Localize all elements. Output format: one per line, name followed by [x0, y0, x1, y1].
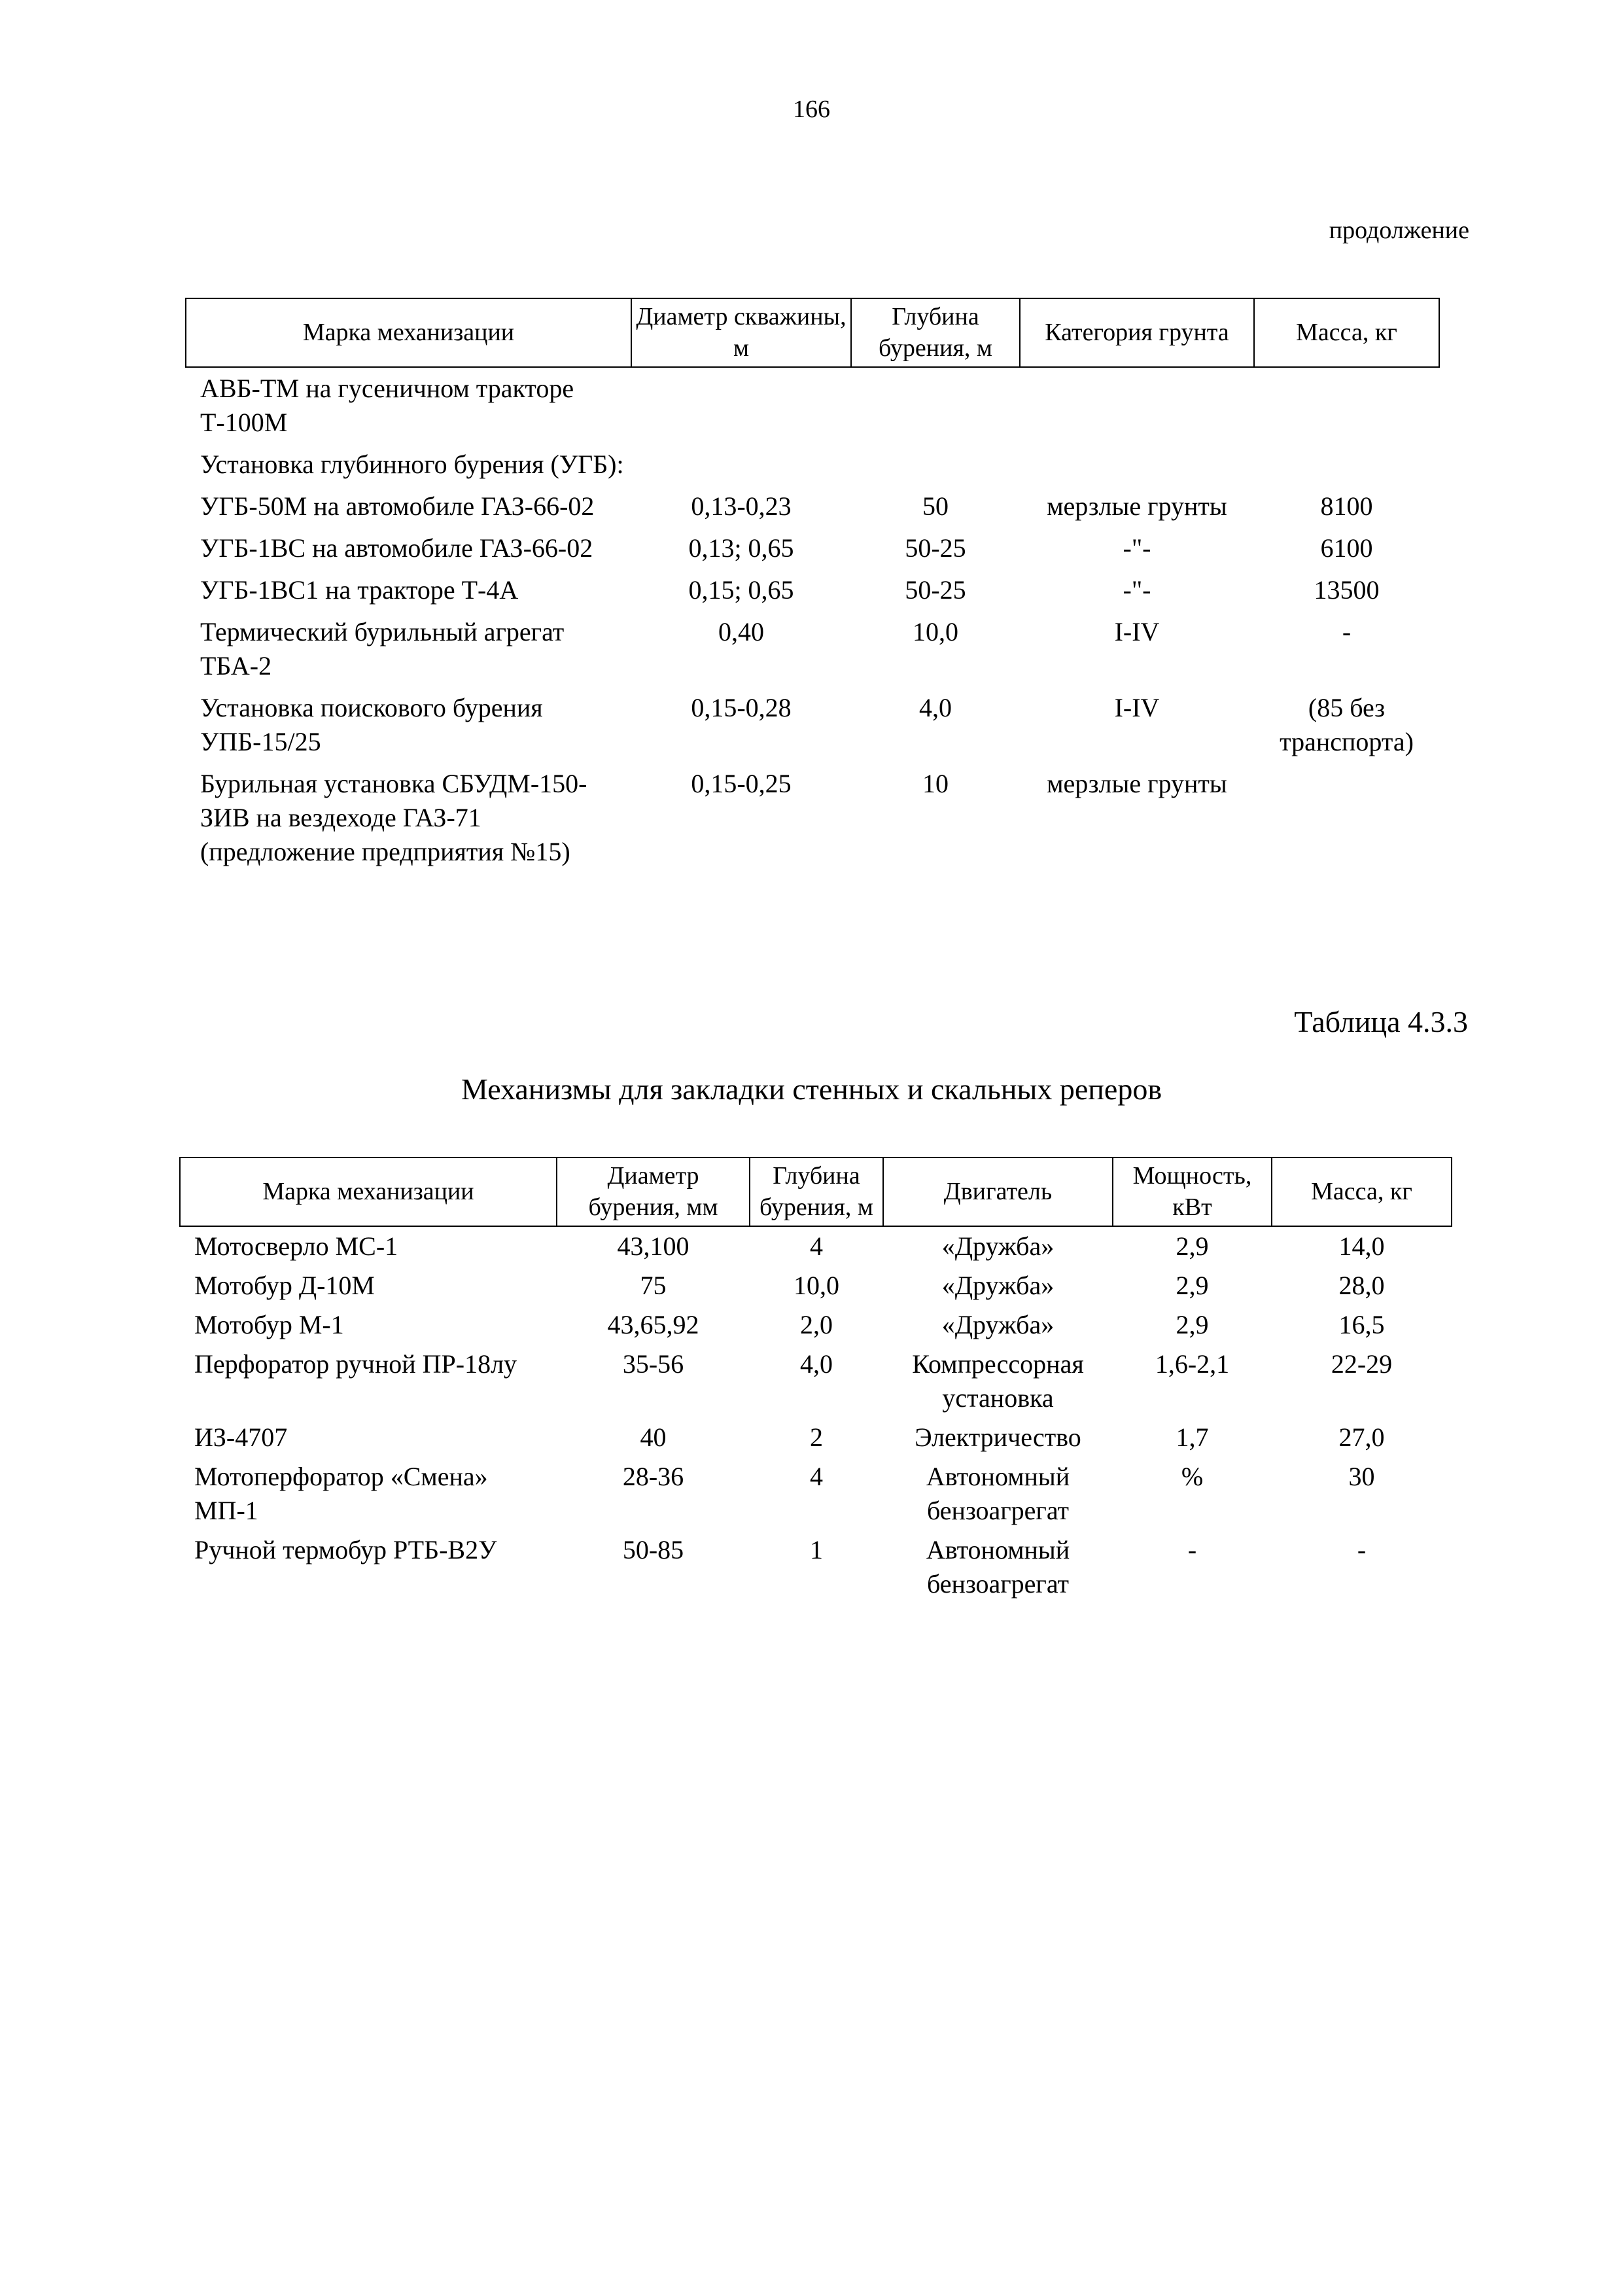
cell-category: мерзлые грунты — [1047, 491, 1227, 521]
cell-mass: 30 — [1348, 1462, 1375, 1491]
table-row — [186, 444, 1439, 486]
header-mass: Масса, кг — [1272, 1157, 1452, 1226]
header-drilling-depth: Глубина бурения, м — [851, 298, 1020, 367]
cell-diameter: 0,13-0,23 — [691, 491, 792, 521]
header-power: Мощность, кВт — [1113, 1157, 1272, 1226]
cell-power: 2,9 — [1176, 1271, 1209, 1300]
table-label: Таблица 4.3.3 — [1294, 1005, 1468, 1038]
table-row — [180, 1418, 1452, 1457]
cell-mass: 13500 — [1314, 575, 1380, 605]
cell-brand: ИЗ-4707 — [194, 1422, 288, 1452]
cell-engine: Компрессорная установка — [912, 1349, 1084, 1413]
table-row — [186, 763, 1439, 873]
benchmark-mechanisms-table — [179, 1157, 1452, 1604]
cell-mass: 8100 — [1320, 491, 1373, 521]
cell-mass — [1254, 444, 1439, 486]
table-row — [186, 569, 1439, 611]
cell-mass: - — [1342, 617, 1352, 646]
cell-brand: Бурильная установка СБУДМ-150-ЗИВ на вездеходе ГАЗ-71 (предложение предприятия №15) — [200, 769, 587, 866]
cell-category — [1020, 444, 1254, 486]
header-brand: Марка механизации — [180, 1157, 557, 1226]
cell-engine: «Дружба» — [941, 1231, 1055, 1261]
cell-power: - — [1187, 1535, 1197, 1564]
table-row — [180, 1226, 1452, 1266]
cell-brand: Установка глубинного бурения (УГБ): — [200, 450, 624, 479]
cell-mass: 28,0 — [1338, 1271, 1385, 1300]
table-row — [180, 1345, 1452, 1418]
cell-depth: 2 — [810, 1422, 823, 1452]
cell-engine: Электричество — [915, 1422, 1081, 1452]
cell-engine: «Дружба» — [941, 1271, 1055, 1300]
cell-depth: 1 — [810, 1535, 823, 1564]
cell-power: 2,9 — [1176, 1231, 1209, 1261]
cell-brand: Мотобур М-1 — [194, 1310, 344, 1339]
cell-brand: Мотоперфоратор «Смена» МП-1 — [194, 1462, 488, 1525]
cell-mass: 6100 — [1320, 533, 1373, 563]
table-row — [186, 486, 1439, 527]
cell-diameter: 0,15-0,28 — [691, 693, 792, 722]
cell-depth: 4 — [810, 1462, 823, 1491]
cell-diameter: 40 — [640, 1422, 667, 1452]
table-row — [180, 1530, 1452, 1604]
cell-power: % — [1181, 1462, 1204, 1491]
cell-brand: Установка поискового бурения УПБ-15/25 — [200, 693, 543, 756]
cell-mass — [1254, 367, 1439, 444]
cell-depth: 10,0 — [794, 1271, 839, 1300]
cell-diameter: 50-85 — [622, 1535, 684, 1564]
cell-mass: (85 без транспорта) — [1280, 693, 1414, 756]
cell-depth — [851, 367, 1020, 444]
table-row — [180, 1457, 1452, 1530]
cell-depth: 10 — [922, 769, 949, 798]
cell-category: -"- — [1123, 533, 1151, 563]
cell-mass: 27,0 — [1338, 1422, 1385, 1452]
cell-depth: 10,0 — [913, 617, 958, 646]
table-header-row — [186, 298, 1439, 367]
cell-mass: 16,5 — [1338, 1310, 1385, 1339]
header-engine: Двигатель — [883, 1157, 1113, 1226]
header-mass: Масса, кг — [1254, 298, 1439, 367]
cell-brand: УГБ-50М на автомобиле ГАЗ-66-02 — [200, 491, 595, 521]
table-title: Механизмы для закладки стенных и скальных реперов — [461, 1072, 1162, 1106]
cell-depth: 50-25 — [905, 575, 966, 605]
table-row — [186, 527, 1439, 569]
table-row — [186, 367, 1439, 444]
cell-power: 1,6-2,1 — [1155, 1349, 1230, 1379]
cell-category: -"- — [1123, 575, 1151, 605]
cell-diameter: 43,65,92 — [607, 1310, 699, 1339]
cell-category — [1020, 367, 1254, 444]
cell-diameter: 75 — [640, 1271, 667, 1300]
cell-depth — [851, 444, 1020, 486]
cell-diameter — [631, 367, 851, 444]
cell-brand: УГБ-1ВС1 на тракторе Т-4А — [200, 575, 519, 605]
cell-mass — [1254, 763, 1439, 873]
header-brand: Марка механизации — [186, 298, 631, 367]
header-well-diameter: Диаметр скважины, м — [631, 298, 851, 367]
cell-mass: 14,0 — [1338, 1231, 1385, 1261]
cell-brand: Мотобур Д-10М — [194, 1271, 375, 1300]
cell-diameter: 0,40 — [718, 617, 764, 646]
cell-diameter: 35-56 — [622, 1349, 684, 1379]
table-row — [180, 1305, 1452, 1345]
cell-mass: 22-29 — [1331, 1349, 1393, 1379]
cell-diameter: 0,15-0,25 — [691, 769, 792, 798]
cell-category: I-IV — [1114, 693, 1160, 722]
table-row — [186, 611, 1439, 687]
table-row — [186, 687, 1439, 763]
cell-power: 2,9 — [1176, 1310, 1209, 1339]
cell-brand: АВБ-ТМ на гусеничном тракторе Т-100М — [200, 374, 574, 437]
page-number: 166 — [793, 96, 830, 123]
drilling-rigs-table — [185, 298, 1440, 873]
header-soil-category: Категория грунта — [1020, 298, 1254, 367]
cell-depth: 4,0 — [919, 693, 952, 722]
cell-brand: Термический бурильный агрегат ТБА-2 — [200, 617, 565, 680]
cell-diameter — [631, 444, 851, 486]
cell-depth: 50-25 — [905, 533, 966, 563]
cell-depth: 4 — [810, 1231, 823, 1261]
cell-depth: 50 — [922, 491, 949, 521]
table-header-row — [180, 1157, 1452, 1226]
cell-depth: 4,0 — [800, 1349, 833, 1379]
continuation-label: продолжение — [1329, 217, 1469, 244]
cell-category: I-IV — [1114, 617, 1160, 646]
cell-depth: 2,0 — [800, 1310, 833, 1339]
header-drilling-depth: Глубина бурения, м — [750, 1157, 883, 1226]
cell-diameter: 0,13; 0,65 — [688, 533, 794, 563]
cell-engine: «Дружба» — [941, 1310, 1055, 1339]
cell-brand: Мотосверло МС-1 — [194, 1231, 398, 1261]
cell-diameter: 43,100 — [617, 1231, 689, 1261]
cell-diameter: 0,15; 0,65 — [688, 575, 794, 605]
cell-engine: Автономный бензоагрегат — [926, 1535, 1070, 1598]
cell-brand: УГБ-1ВС на автомобиле ГАЗ-66-02 — [200, 533, 593, 563]
cell-diameter: 28-36 — [622, 1462, 684, 1491]
cell-power: 1,7 — [1176, 1422, 1209, 1452]
cell-brand: Ручной термобур РТБ-В2У — [194, 1535, 497, 1564]
cell-brand: Перфоратор ручной ПР-18лу — [194, 1349, 517, 1379]
cell-engine: Автономный бензоагрегат — [926, 1462, 1070, 1525]
table-row — [180, 1266, 1452, 1305]
cell-category: мерзлые грунты — [1047, 769, 1227, 798]
cell-mass: - — [1357, 1535, 1367, 1564]
header-drill-diameter: Диаметр бурения, мм — [557, 1157, 750, 1226]
